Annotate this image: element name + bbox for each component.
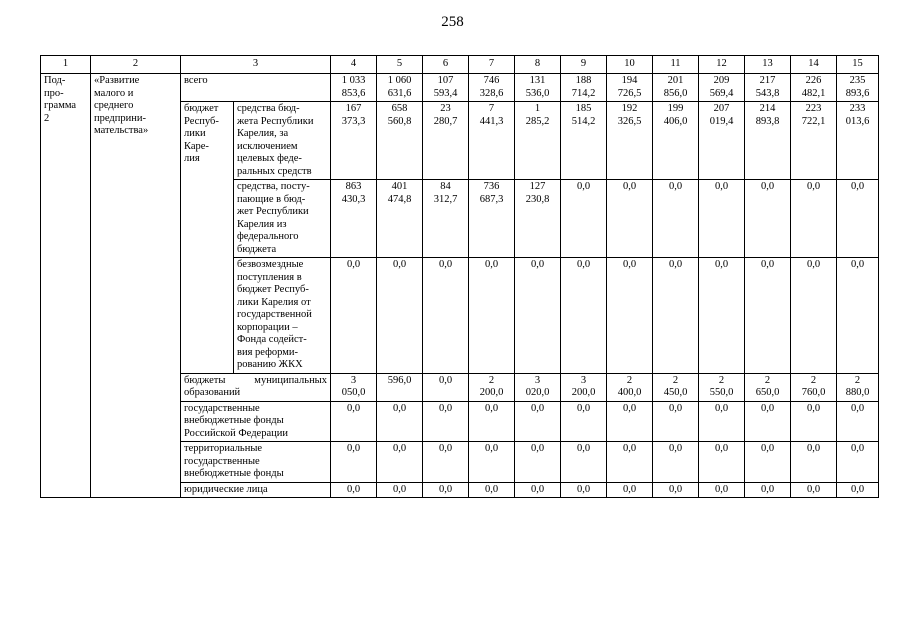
- value-cell: 0,0: [745, 180, 791, 258]
- value-cell: 3 050,0: [331, 373, 377, 401]
- value-cell: 0,0: [837, 258, 879, 374]
- value-cell: 0,0: [515, 258, 561, 374]
- value-cell: 0,0: [745, 258, 791, 374]
- subprogram-name: «Развитие малого и среднего предприни- мательства»: [91, 74, 181, 498]
- table-header-row: [41, 56, 879, 74]
- value-cell: 0,0: [469, 258, 515, 374]
- value-cell: 0,0: [377, 442, 423, 483]
- value-cell: 188 714,2: [561, 74, 607, 102]
- value-cell: 0,0: [837, 482, 879, 498]
- header-cell: 4: [331, 56, 377, 74]
- value-cell: 0,0: [423, 258, 469, 374]
- value-cell: 0,0: [653, 258, 699, 374]
- value-cell: 0,0: [791, 180, 837, 258]
- value-cell: 0,0: [607, 442, 653, 483]
- rk-budget-group-label: бюджет Респуб- лики Каре- лия: [181, 102, 234, 374]
- value-cell: 0,0: [377, 482, 423, 498]
- value-cell: 167 373,3: [331, 102, 377, 180]
- value-cell: 2 760,0: [791, 373, 837, 401]
- value-cell: 1 285,2: [515, 102, 561, 180]
- value-cell: 2 650,0: [745, 373, 791, 401]
- value-cell: 217 543,8: [745, 74, 791, 102]
- page-number: 258: [441, 14, 464, 30]
- value-cell: 0,0: [653, 482, 699, 498]
- value-cell: 7 441,3: [469, 102, 515, 180]
- header-cell: 6: [423, 56, 469, 74]
- value-cell: 0,0: [745, 442, 791, 483]
- value-cell: 0,0: [331, 442, 377, 483]
- header-cell: 7: [469, 56, 515, 74]
- value-cell: 233 013,6: [837, 102, 879, 180]
- value-cell: 0,0: [423, 482, 469, 498]
- value-cell: 0,0: [653, 180, 699, 258]
- value-cell: 0,0: [653, 401, 699, 442]
- value-cell: 2 450,0: [653, 373, 699, 401]
- value-cell: 0,0: [331, 482, 377, 498]
- municipal-label-word1: бюджеты: [184, 374, 226, 386]
- table-row-total: [41, 74, 879, 102]
- value-cell: 0,0: [515, 482, 561, 498]
- value-cell: 235 893,6: [837, 74, 879, 102]
- value-cell: 863 430,3: [331, 180, 377, 258]
- value-cell: 0,0: [423, 442, 469, 483]
- value-cell: 658 560,8: [377, 102, 423, 180]
- row-label: государственные внебюджетные фонды Российской Федерации: [181, 401, 331, 442]
- header-cell: 15: [837, 56, 879, 74]
- value-cell: 0,0: [745, 401, 791, 442]
- value-cell: 596,0: [377, 373, 423, 401]
- header-cell: 10: [607, 56, 653, 74]
- row-label: средства, посту- пающие в бюд- жет Республики Карелия из федерального бюджета: [234, 180, 331, 258]
- value-cell: 3 020,0: [515, 373, 561, 401]
- value-cell: 0,0: [607, 180, 653, 258]
- row-label: юридические лица: [181, 482, 331, 498]
- value-cell: 0,0: [607, 482, 653, 498]
- municipal-label-line2: образований: [184, 387, 241, 398]
- row-label: средства бюд- жета Республики Карелия, за исключением целевых феде- ральных средств: [234, 102, 331, 180]
- row-label: безвозмездные поступления в бюджет Респуб- лики Карелия от государственной корпорации – Фонда содейст- вия реформи- рованию ЖКХ: [234, 258, 331, 374]
- value-cell: 0,0: [607, 401, 653, 442]
- value-cell: 209 569,4: [699, 74, 745, 102]
- value-cell: 127 230,8: [515, 180, 561, 258]
- value-cell: 0,0: [699, 180, 745, 258]
- row-label: [181, 373, 331, 401]
- value-cell: 23 280,7: [423, 102, 469, 180]
- value-cell: 131 536,0: [515, 74, 561, 102]
- value-cell: 0,0: [469, 482, 515, 498]
- value-cell: 746 328,6: [469, 74, 515, 102]
- value-cell: 185 514,2: [561, 102, 607, 180]
- value-cell: 199 406,0: [653, 102, 699, 180]
- value-cell: 2 880,0: [837, 373, 879, 401]
- value-cell: 0,0: [561, 401, 607, 442]
- value-cell: 0,0: [791, 401, 837, 442]
- value-cell: 0,0: [837, 180, 879, 258]
- value-cell: 0,0: [699, 442, 745, 483]
- value-cell: 0,0: [423, 401, 469, 442]
- value-cell: 0,0: [331, 401, 377, 442]
- value-cell: 0,0: [653, 442, 699, 483]
- header-cell: 12: [699, 56, 745, 74]
- value-cell: 0,0: [377, 258, 423, 374]
- value-cell: 0,0: [469, 401, 515, 442]
- value-cell: 201 856,0: [653, 74, 699, 102]
- value-cell: 0,0: [469, 442, 515, 483]
- header-cell: 14: [791, 56, 837, 74]
- value-cell: 194 726,5: [607, 74, 653, 102]
- value-cell: 0,0: [561, 482, 607, 498]
- value-cell: 192 326,5: [607, 102, 653, 180]
- value-cell: 1 060 631,6: [377, 74, 423, 102]
- value-cell: 0,0: [423, 373, 469, 401]
- value-cell: 0,0: [699, 482, 745, 498]
- value-cell: 223 722,1: [791, 102, 837, 180]
- header-cell: 8: [515, 56, 561, 74]
- value-cell: 2 550,0: [699, 373, 745, 401]
- value-cell: 0,0: [377, 401, 423, 442]
- value-cell: 2 200,0: [469, 373, 515, 401]
- value-cell: 0,0: [699, 401, 745, 442]
- subprogram-label: Под- про- грамма 2: [41, 74, 91, 498]
- header-cell: 5: [377, 56, 423, 74]
- value-cell: 0,0: [331, 258, 377, 374]
- value-cell: 0,0: [561, 258, 607, 374]
- row-label: всего: [181, 74, 331, 102]
- value-cell: 214 893,8: [745, 102, 791, 180]
- value-cell: 0,0: [607, 258, 653, 374]
- header-cell: 9: [561, 56, 607, 74]
- municipal-label-word2: муниципальных: [254, 374, 327, 386]
- value-cell: 1 033 853,6: [331, 74, 377, 102]
- value-cell: 736 687,3: [469, 180, 515, 258]
- value-cell: 107 593,4: [423, 74, 469, 102]
- value-cell: 0,0: [837, 401, 879, 442]
- value-cell: 0,0: [791, 482, 837, 498]
- value-cell: 2 400,0: [607, 373, 653, 401]
- value-cell: 401 474,8: [377, 180, 423, 258]
- header-cell: 1: [41, 56, 91, 74]
- value-cell: 207 019,4: [699, 102, 745, 180]
- value-cell: 0,0: [699, 258, 745, 374]
- value-cell: 0,0: [791, 258, 837, 374]
- value-cell: 226 482,1: [791, 74, 837, 102]
- value-cell: 0,0: [515, 442, 561, 483]
- value-cell: 0,0: [837, 442, 879, 483]
- value-cell: 0,0: [561, 180, 607, 258]
- header-cell: 13: [745, 56, 791, 74]
- header-cell: 3: [181, 56, 331, 74]
- value-cell: 0,0: [745, 482, 791, 498]
- header-cell: 2: [91, 56, 181, 74]
- value-cell: 0,0: [791, 442, 837, 483]
- header-cell: 11: [653, 56, 699, 74]
- row-label: территориальные государственные внебюджетные фонды: [181, 442, 331, 483]
- value-cell: 0,0: [561, 442, 607, 483]
- value-cell: 3 200,0: [561, 373, 607, 401]
- value-cell: 84 312,7: [423, 180, 469, 258]
- budget-table: [40, 55, 879, 498]
- value-cell: 0,0: [515, 401, 561, 442]
